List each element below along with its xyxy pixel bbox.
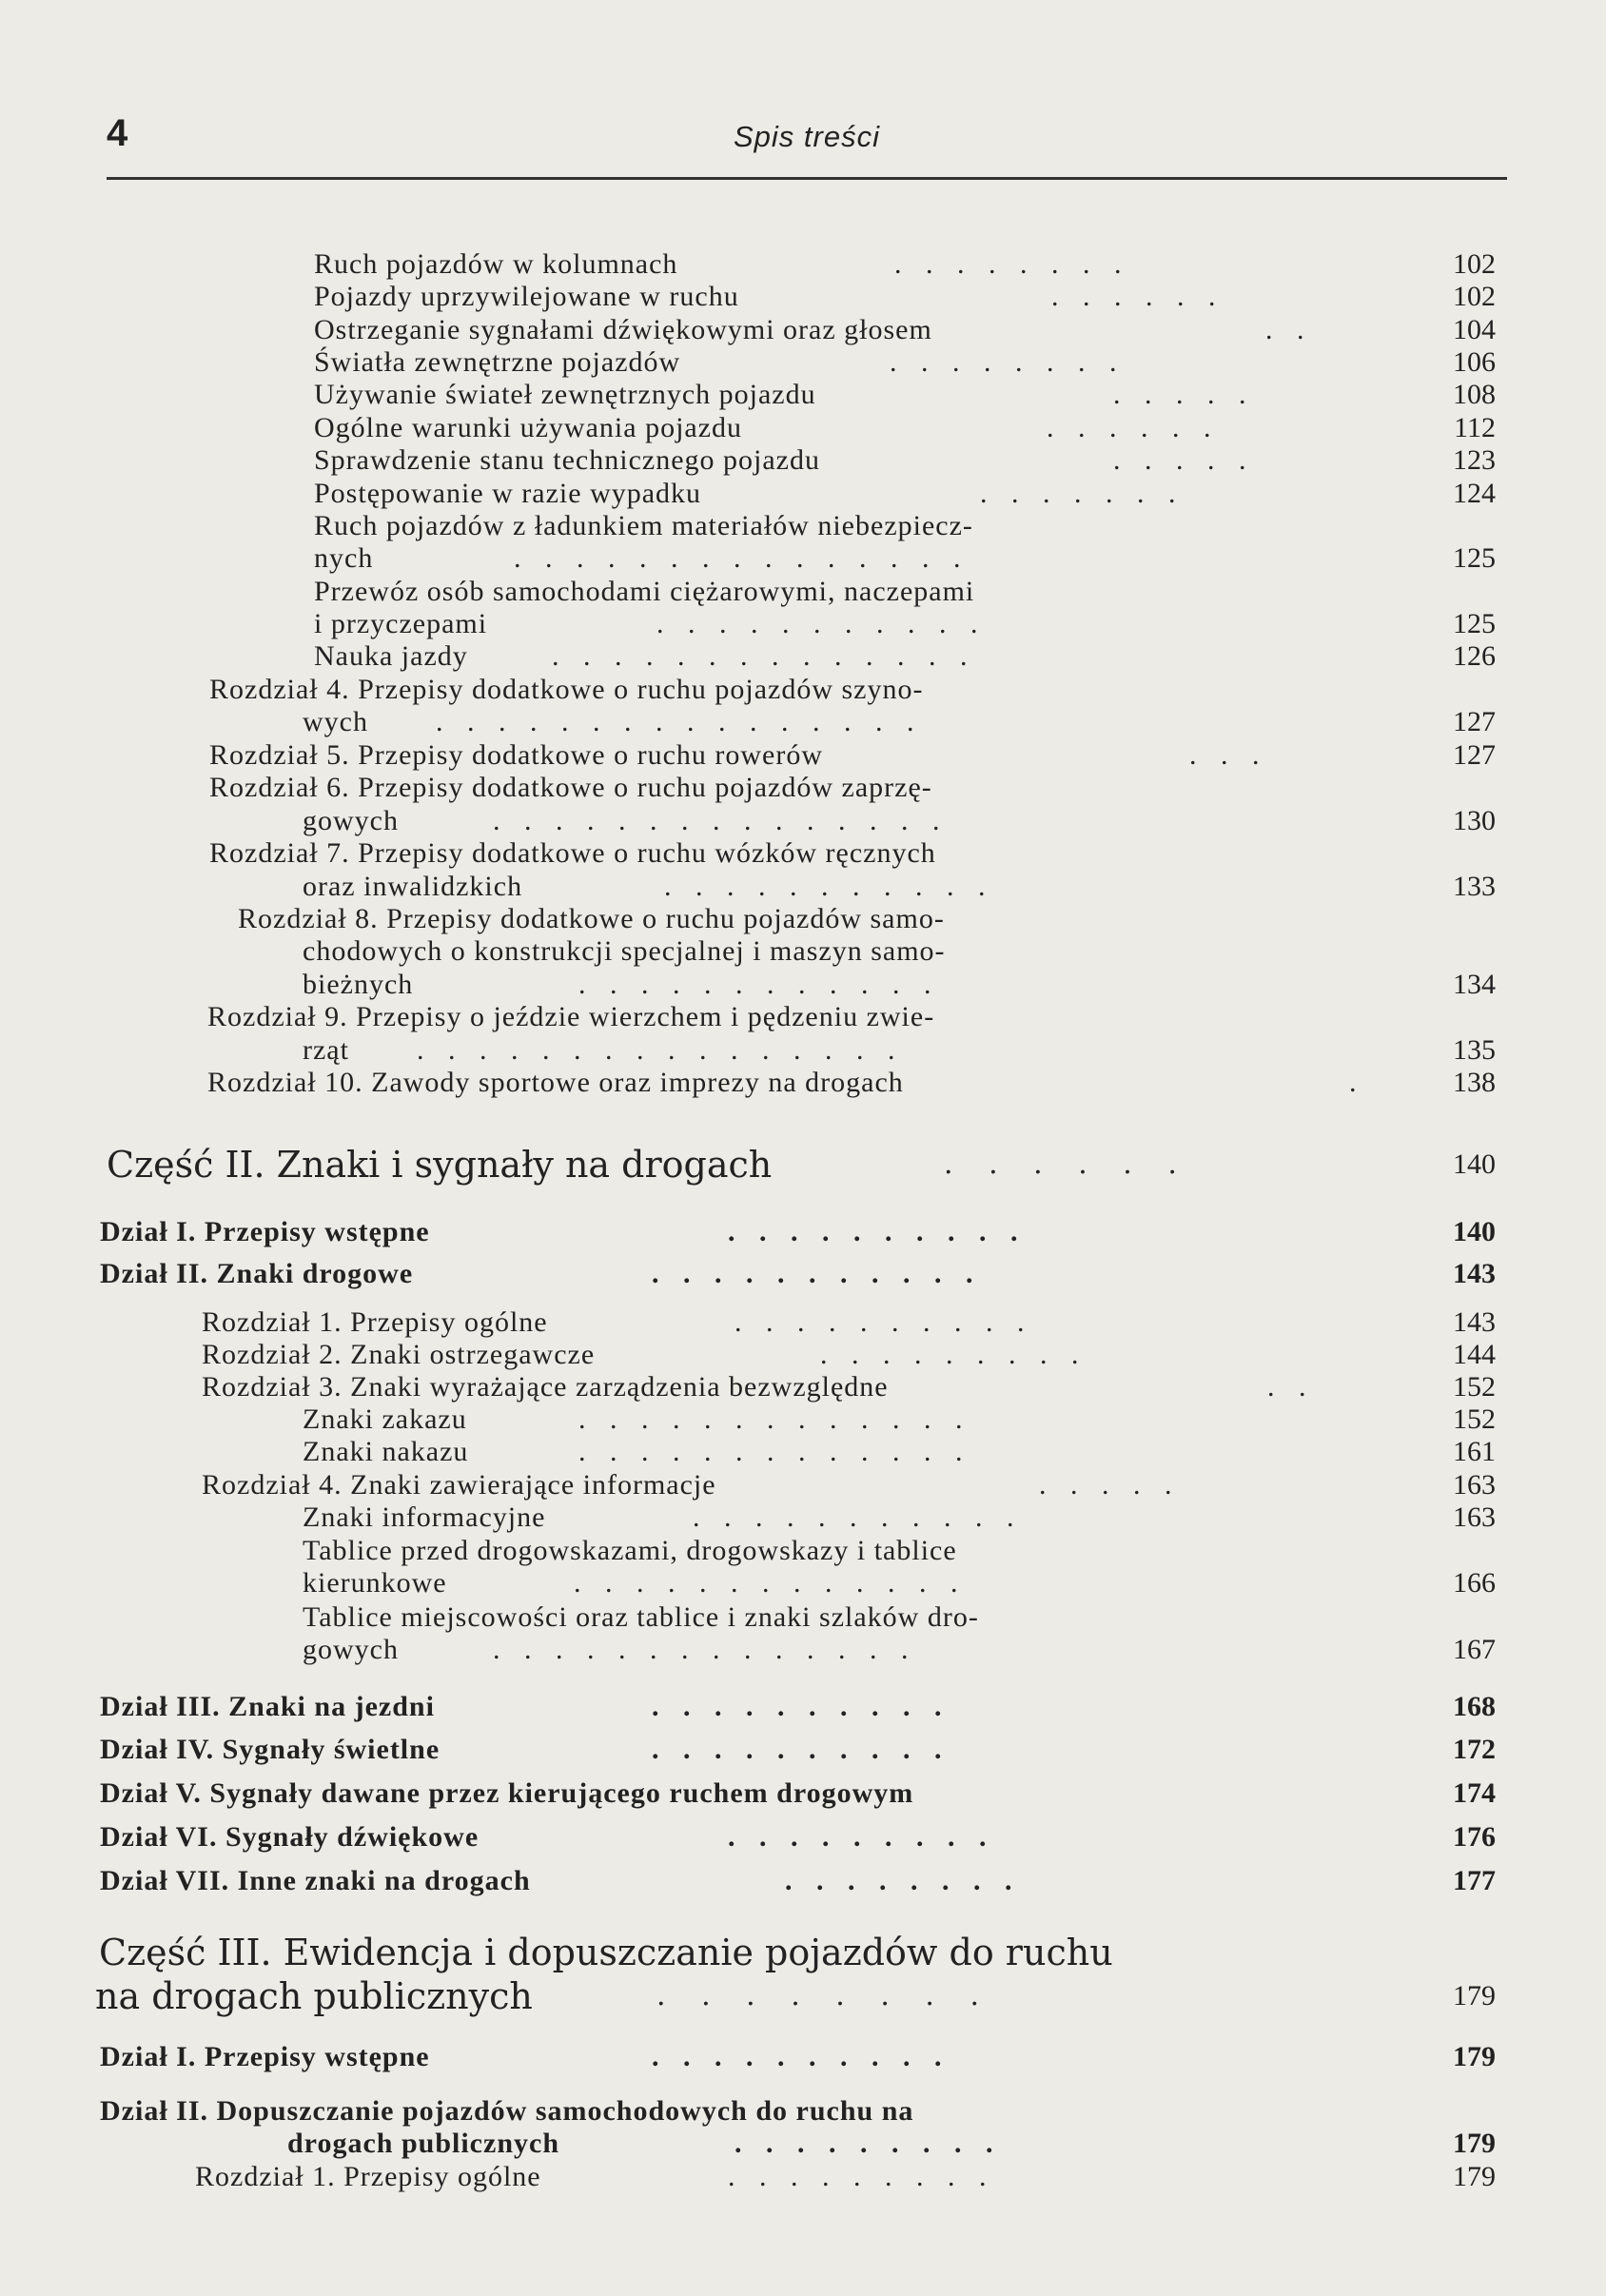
part-title: Część II. Znaki i sygnały na drogach — [107, 1144, 773, 1186]
toc-entry-page: 127 — [1453, 739, 1496, 771]
toc-entry-title: Używanie świateł zewnętrznych pojazdu — [314, 379, 816, 410]
toc-entry-title: Rozdział 9. Przepisy o jeździe wierzchem i pędzeniu zwie- — [207, 1001, 935, 1032]
toc-entry-continuation: gowych . . . . . . . . . . . . . . . 130 — [303, 802, 1496, 840]
toc-entry-page: 167 — [1453, 1634, 1496, 1665]
toc-entry-page: 152 — [1453, 1403, 1496, 1435]
toc-entry-page: 134 — [1453, 969, 1496, 1000]
toc-entry: Ostrzeganie sygnałami dźwiękowymi oraz głosem . . 104 — [314, 311, 1496, 349]
toc-entry-title: Tablice miejscowości oraz tablice i znaki szlaków dro- — [303, 1601, 979, 1633]
toc-entry: Rozdział 1. Przepisy ogólne . . . . . . . . . . 143 — [202, 1304, 1496, 1342]
toc-entry: Znaki zakazu . . . . . . . . . . . . . 152 — [303, 1401, 1496, 1439]
toc-entry-page: 135 — [1453, 1034, 1496, 1066]
toc-entry-title: Sprawdzenie stanu technicznego pojazdu — [314, 444, 820, 476]
toc-entry-page: 125 — [1453, 608, 1496, 639]
toc-entry-title: Dział II. Znaki drogowe — [100, 1258, 414, 1289]
toc-entry-page: 163 — [1453, 1501, 1496, 1533]
toc-entry-title: Pojazdy uprzywilejowane w ruchu — [314, 281, 739, 312]
toc-entry-title-cont: wych — [303, 706, 368, 737]
toc-entry-title: Rozdział 1. Przepisy ogólne — [195, 2161, 541, 2192]
toc-entry-title: Dział V. Sygnały dawane przez kierującego ruchem drogowym — [100, 1777, 914, 1809]
toc-entry-continuation — [303, 932, 1496, 971]
toc-entry-page: 161 — [1453, 1436, 1496, 1467]
part-title-cont: na drogach publicznych — [95, 1975, 533, 2017]
toc-entry-page: 174 — [1453, 1777, 1496, 1809]
toc-entry-title: Przewóz osób samochodami ciężarowymi, naczepami — [314, 576, 975, 607]
toc-entry-title-cont: i przyczepami — [314, 608, 488, 639]
toc-entry — [209, 834, 1496, 873]
toc-entry-title: Dział II. Dopuszczanie pojazdów samochodowych do ruchu na — [100, 2095, 914, 2127]
toc-entry-title: Nauka jazdy — [314, 640, 468, 672]
toc-entry: Nauka jazdy . . . . . . . . . . . . . . 126 — [314, 638, 1496, 676]
toc-entry: Rozdział 4. Znaki zawierające informacje . . . . . 163 — [202, 1466, 1496, 1504]
toc-entry-page: 172 — [1453, 1734, 1496, 1765]
toc-entry-title: Znaki zakazu — [303, 1403, 467, 1435]
toc-entry — [100, 1775, 1496, 1813]
part-heading-continuation: na drogach publicznych . . . . . . . . 179 — [95, 1975, 1496, 2017]
toc-entry-title: Rozdział 5. Przepisy dodatkowe o ruchu rowerów — [209, 739, 824, 771]
toc-entry-page: 124 — [1453, 478, 1496, 509]
part-heading: Część II. Znaki i sygnały na drogach . . . . . . 140 — [107, 1144, 1496, 1186]
toc-entry-continuation: kierunkowe . . . . . . . . . . . . . 166 — [303, 1564, 1496, 1602]
toc-entry-title: Ostrzeganie sygnałami dźwiękowymi oraz głosem — [314, 314, 932, 345]
toc-entry-page: 177 — [1453, 1865, 1496, 1896]
toc-entry-title: Ogólne warunki używania pojazdu — [314, 412, 743, 443]
toc-entry-page: 127 — [1453, 706, 1496, 737]
toc-entry-title: Znaki nakazu — [303, 1436, 469, 1467]
toc-entry-page: 140 — [1453, 1148, 1496, 1180]
toc-entry-title: Dział IV. Sygnały świetlne — [100, 1734, 441, 1765]
toc-entry-title: Dział VI. Sygnały dźwiękowe — [100, 1821, 480, 1853]
part-title: Część III. Ewidencja i dopuszczanie pojazdów do ruchu — [99, 1932, 1113, 1973]
toc-entry: Dział VII. Inne znaki na drogach . . . . . . . . 177 — [100, 1862, 1496, 1900]
toc-entry: Ruch pojazdów w kolumnach . . . . . . . . 102 — [314, 245, 1496, 284]
toc-entry-page: 143 — [1453, 1258, 1496, 1289]
toc-entry-page: 102 — [1453, 248, 1496, 280]
toc-entry-continuation: i przyczepami . . . . . . . . . . . 125 — [314, 605, 1496, 643]
toc-entry-title: Tablice przed drogowskazami, drogowskazy i tablice — [303, 1535, 957, 1566]
toc-entry-page: 112 — [1454, 412, 1496, 443]
toc-entry-title: Rozdział 8. Przepisy dodatkowe o ruchu pojazdów samo- — [238, 903, 945, 934]
toc-entry-title-cont: bieżnych — [303, 969, 414, 1000]
toc-entry-title-cont: drogach publicznych — [287, 2128, 559, 2159]
toc-entry-title: Rozdział 2. Znaki ostrzegawcze — [202, 1339, 596, 1370]
toc-entry-page: 130 — [1453, 805, 1496, 836]
toc-entry: Dział I. Przepisy wstępne . . . . . . . . . . 179 — [100, 2038, 1496, 2076]
toc-entry-continuation: drogach publicznych . . . . . . . . . 179 — [287, 2125, 1496, 2163]
toc-entry-title: Rozdział 4. Przepisy dodatkowe o ruchu pojazdów szyno- — [209, 674, 924, 705]
toc-entry: Postępowanie w razie wypadku . . . . . . . 124 — [314, 475, 1496, 513]
toc-entry-title: Rozdział 4. Znaki zawierające informacje — [202, 1469, 716, 1501]
toc-entry: Dział III. Znaki na jezdni . . . . . . . . . . 168 — [100, 1688, 1496, 1726]
toc-entry-title: Rozdział 1. Przepisy ogólne — [202, 1306, 548, 1338]
toc-entry: Dział IV. Sygnały świetlne . . . . . . . . . . 172 — [100, 1731, 1496, 1769]
toc-entry: Ogólne warunki używania pojazdu . . . . . . 112 — [314, 409, 1496, 447]
toc-entry: Używanie świateł zewnętrznych pojazdu . . . . . 108 — [314, 376, 1496, 414]
toc-entry: Rozdział 10. Zawody sportowe oraz imprezy na drogach . 138 — [207, 1064, 1496, 1102]
toc-entry: Rozdział 1. Przepisy ogólne . . . . . . . . . 179 — [195, 2158, 1496, 2196]
toc-entry: Dział I. Przepisy wstępne . . . . . . . . . . 140 — [100, 1213, 1496, 1251]
toc-entry-page: 176 — [1453, 1821, 1496, 1853]
toc-entry-page: 144 — [1453, 1339, 1496, 1370]
toc-entry-page: 125 — [1453, 542, 1496, 574]
toc-entry-continuation: bieżnych . . . . . . . . . . . . 134 — [303, 966, 1496, 1004]
toc-entry-title: Postępowanie w razie wypadku — [314, 478, 702, 509]
toc-entry-page: 163 — [1453, 1469, 1496, 1501]
toc-entry-continuation: wych . . . . . . . . . . . . . . . . 127 — [303, 703, 1496, 741]
toc-entry-page: 179 — [1453, 1980, 1496, 2011]
toc-entry-title-cont: chodowych o konstrukcji specjalnej i maszyn samo- — [303, 935, 946, 967]
toc-entry: Rozdział 3. Znaki wyrażające zarządzenia bezwzględne . . 152 — [202, 1368, 1496, 1406]
toc-entry-title: Dział I. Przepisy wstępne — [100, 1216, 430, 1247]
page-number: 4 — [107, 112, 128, 154]
toc-entry-title: Rozdział 10. Zawody sportowe oraz imprezy na drogach — [207, 1067, 904, 1098]
toc-entry-title: Dział III. Znaki na jezdni — [100, 1691, 435, 1722]
toc-entry-page: 102 — [1453, 281, 1496, 312]
toc-entry-title-cont: gowych — [303, 805, 399, 836]
toc-entry-title-cont: nych — [314, 542, 374, 574]
running-title: Spis treści — [734, 120, 880, 153]
toc-entry-continuation: oraz inwalidzkich . . . . . . . . . . . 133 — [303, 868, 1496, 906]
toc-entry: Dział VI. Sygnały dźwiękowe . . . . . . . . . 176 — [100, 1818, 1496, 1856]
toc-entry-title: Ruch pojazdów w kolumnach — [314, 248, 678, 280]
toc-entry-title: Ruch pojazdów z ładunkiem materiałów niebezpiecz- — [314, 510, 973, 541]
toc-entry-page: 179 — [1453, 2128, 1496, 2159]
toc-entry-page: 106 — [1453, 346, 1496, 378]
toc-entry-page: 126 — [1453, 640, 1496, 672]
toc-entry-title: Dział I. Przepisy wstępne — [100, 2041, 430, 2072]
toc-entry-page: 143 — [1453, 1306, 1496, 1338]
toc-entry-title: Rozdział 3. Znaki wyrażające zarządzenia bezwzględne — [202, 1371, 889, 1403]
toc-entry: Pojazdy uprzywilejowane w ruchu . . . . . . 102 — [314, 278, 1496, 316]
toc-entry-continuation: nych . . . . . . . . . . . . . . . 125 — [314, 540, 1496, 578]
toc-entry-page: 168 — [1453, 1691, 1496, 1722]
toc-entry-title-cont: rząt — [303, 1034, 349, 1066]
toc-entry-continuation: gowych . . . . . . . . . . . . . . 167 — [303, 1631, 1496, 1669]
toc-entry-page: 104 — [1453, 314, 1496, 345]
toc-entry-title: Światła zewnętrzne pojazdów — [314, 346, 681, 378]
toc-entry-page: 133 — [1453, 871, 1496, 902]
toc-entry-title: Rozdział 7. Przepisy dodatkowe o ruchu wózków ręcznych — [209, 837, 936, 869]
toc-entry-page: 179 — [1453, 2161, 1496, 2192]
toc-entry-page: 138 — [1453, 1067, 1496, 1098]
toc-entry-title: Rozdział 6. Przepisy dodatkowe o ruchu pojazdów zaprzę- — [209, 772, 932, 803]
toc-entry: Znaki informacyjne . . . . . . . . . . . 163 — [303, 1499, 1496, 1537]
part-heading — [99, 1930, 1496, 1975]
toc-entry: Dział II. Znaki drogowe . . . . . . . . . . . 143 — [100, 1255, 1496, 1293]
toc-entry-title-cont: kierunkowe — [303, 1567, 447, 1599]
toc-entry-title-cont: gowych — [303, 1634, 399, 1665]
toc-entry: Światła zewnętrzne pojazdów . . . . . . . . 106 — [314, 343, 1496, 382]
toc-entry-title: Dział VII. Inne znaki na drogach — [100, 1865, 531, 1896]
toc-entry-page: 123 — [1453, 444, 1496, 476]
toc-entry: Znaki nakazu . . . . . . . . . . . . . 161 — [303, 1433, 1496, 1471]
toc-entry-title: Znaki informacyjne — [303, 1501, 546, 1533]
toc-entry: Rozdział 5. Przepisy dodatkowe o ruchu rowerów . . . 127 — [209, 736, 1496, 775]
toc-entry-title-cont: oraz inwalidzkich — [303, 871, 523, 902]
toc-entry-page: 108 — [1453, 379, 1496, 410]
toc-entry-page: 152 — [1453, 1371, 1496, 1403]
toc-entry-page: 166 — [1453, 1567, 1496, 1599]
toc-entry-page: 140 — [1453, 1216, 1496, 1247]
toc-entry — [209, 769, 1496, 807]
toc-entry-continuation: rząt . . . . . . . . . . . . . . . . 135 — [303, 1031, 1496, 1070]
toc-entry: Rozdział 2. Znaki ostrzegawcze . . . . . . . . . 144 — [202, 1336, 1496, 1374]
toc-entry-page: 179 — [1453, 2041, 1496, 2072]
toc-entry: Sprawdzenie stanu technicznego pojazdu . . . . . 123 — [314, 442, 1496, 480]
toc-entry — [207, 998, 1496, 1036]
header-rule — [107, 177, 1507, 180]
